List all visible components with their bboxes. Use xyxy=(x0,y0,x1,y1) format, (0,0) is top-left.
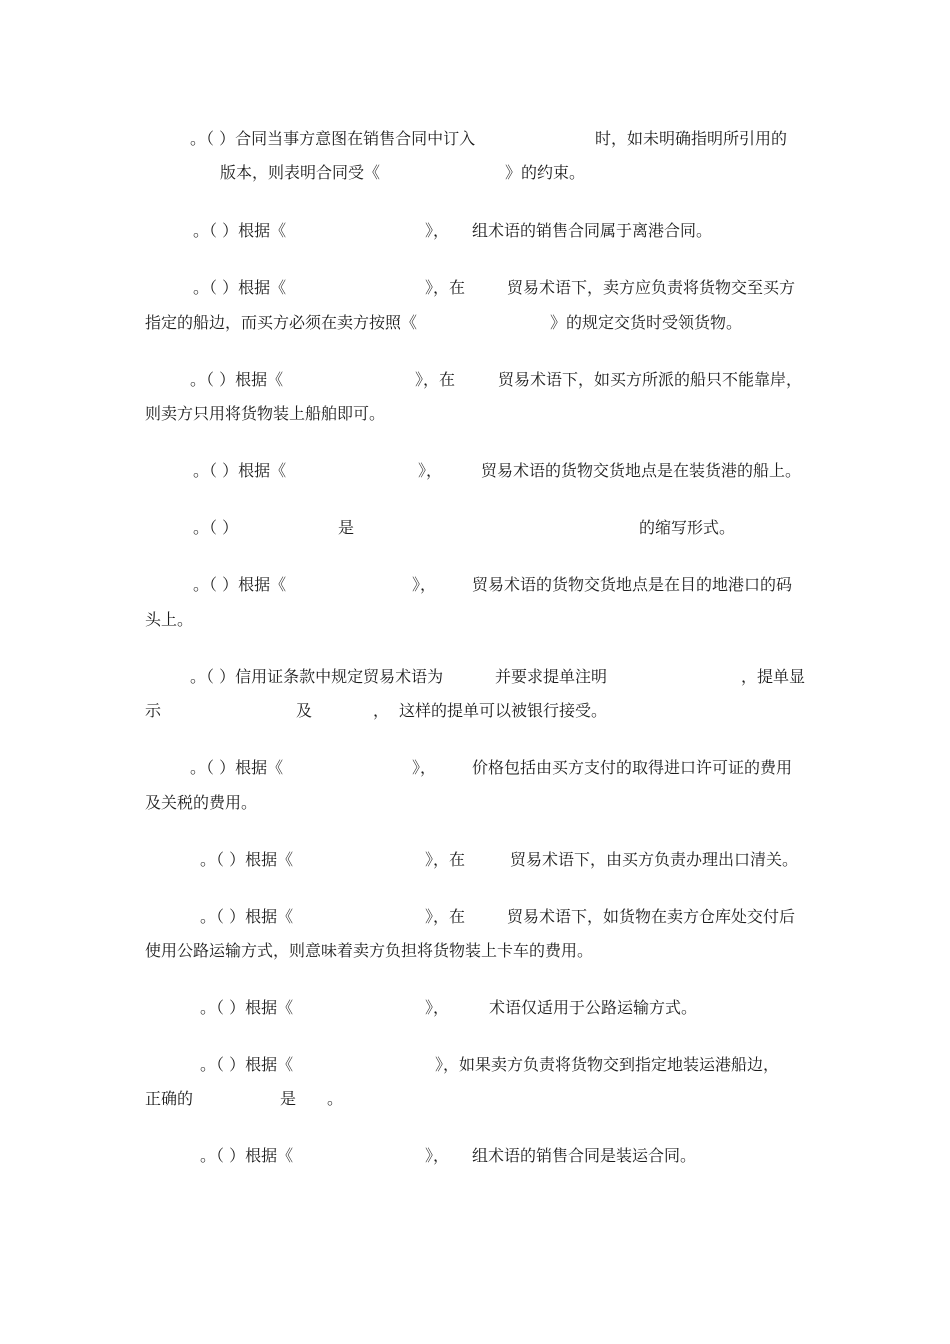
question-text: 。（ ）根据《 xyxy=(193,575,287,594)
question-line xyxy=(0,609,950,633)
question-text: 价格包括由买方支付的取得进口许可证的费用 xyxy=(472,758,793,777)
question-text: 》，在 xyxy=(425,278,466,297)
question-text: 是 xyxy=(338,518,355,537)
question-line xyxy=(0,757,950,781)
question-text: 贸易术语的货物交货地点是在装货港的船上。 xyxy=(481,461,802,480)
question-line xyxy=(0,517,950,541)
question-text: 示 xyxy=(145,701,162,720)
question-text: 》，在 xyxy=(415,370,456,389)
question-line xyxy=(0,997,950,1021)
question-text: 》， xyxy=(425,221,450,240)
question-text: 贸易术语下，如货物在卖方仓库处交付后 xyxy=(507,907,796,926)
question-line xyxy=(0,792,950,816)
question-text: 》， xyxy=(412,575,437,594)
question-text: 。（ ）根据《 xyxy=(193,278,287,297)
question-text: 。（ ）合同当事方意图在销售合同中订入 xyxy=(190,129,476,148)
question-text: 》，如果卖方负责将货物交到指定地装运港船边， xyxy=(435,1055,780,1074)
question-line xyxy=(0,369,950,393)
question-line xyxy=(0,700,950,724)
question-line xyxy=(0,128,950,152)
question-text: 贸易术语下，如买方所派的船只不能靠岸， xyxy=(498,370,803,389)
question-text: 贸易术语下，由买方负责办理出口清关。 xyxy=(510,850,799,869)
question-text: 》， xyxy=(418,461,443,480)
question-text: 头上。 xyxy=(145,610,194,629)
question-line xyxy=(0,1054,950,1078)
question-text: 组术语的销售合同属于离港合同。 xyxy=(472,221,713,240)
question-line xyxy=(0,312,950,336)
question-text: 。（ ）根据《 xyxy=(193,221,287,240)
question-text: 》，在 xyxy=(425,850,466,869)
question-text: 正确的 xyxy=(145,1089,194,1108)
question-line xyxy=(0,220,950,244)
question-line xyxy=(0,162,950,186)
question-line xyxy=(0,1145,950,1169)
question-text: ，提单显 xyxy=(741,667,806,686)
question-text: 》， xyxy=(425,998,450,1017)
question-text: 》，在 xyxy=(425,907,466,926)
question-text: 。（ ）根据《 xyxy=(193,461,287,480)
question-text: 组术语的销售合同是装运合同。 xyxy=(472,1146,697,1165)
question-text: 》， xyxy=(425,1146,450,1165)
question-text: 及关税的费用。 xyxy=(145,793,258,812)
question-text: 。（ ） xyxy=(193,518,239,537)
question-text: 。（ ）根据《 xyxy=(200,907,294,926)
question-text: 。（ ）根据《 xyxy=(190,758,284,777)
question-text: 指定的船边，而买方必须在卖方按照《 xyxy=(145,313,418,332)
question-line xyxy=(0,849,950,873)
question-text: 贸易术语下，卖方应负责将货物交至买方 xyxy=(507,278,796,297)
question-text: 及 xyxy=(296,701,313,720)
question-line xyxy=(0,940,950,964)
question-text: 》， xyxy=(412,758,437,777)
question-text: 。（ ）信用证条款中规定贸易术语为 xyxy=(190,667,444,686)
question-text: 》的规定交货时受领货物。 xyxy=(550,313,743,332)
question-text: 。（ ）根据《 xyxy=(200,998,294,1017)
question-text: 。 xyxy=(327,1089,344,1108)
question-line xyxy=(0,277,950,301)
question-text: 是 xyxy=(280,1089,297,1108)
question-text: ， xyxy=(373,701,390,720)
question-text: 术语仅适用于公路运输方式。 xyxy=(489,998,698,1017)
question-line xyxy=(0,460,950,484)
question-text: 》的约束。 xyxy=(505,163,586,182)
question-text: 则卖方只用将货物装上船舶即可。 xyxy=(145,404,386,423)
question-line xyxy=(0,666,950,690)
question-text: 并要求提单注明 xyxy=(495,667,608,686)
question-line xyxy=(0,574,950,598)
question-text: 。（ ）根据《 xyxy=(200,1055,294,1074)
question-line xyxy=(0,906,950,930)
question-text: 使用公路运输方式，则意味着卖方负担将货物装上卡车的费用。 xyxy=(145,941,594,960)
question-text: 时，如未明确指明所引用的 xyxy=(595,129,788,148)
question-text: 。（ ）根据《 xyxy=(200,850,294,869)
question-line xyxy=(0,1088,950,1112)
question-text: 这样的提单可以被银行接受。 xyxy=(399,701,608,720)
question-line xyxy=(0,403,950,427)
question-text: 的缩写形式。 xyxy=(639,518,736,537)
question-text: 贸易术语的货物交货地点是在目的地港口的码 xyxy=(472,575,793,594)
question-text: 。（ ）根据《 xyxy=(200,1146,294,1165)
question-text: 。（ ）根据《 xyxy=(190,370,284,389)
question-text: 版本，则表明合同受《 xyxy=(220,163,381,182)
